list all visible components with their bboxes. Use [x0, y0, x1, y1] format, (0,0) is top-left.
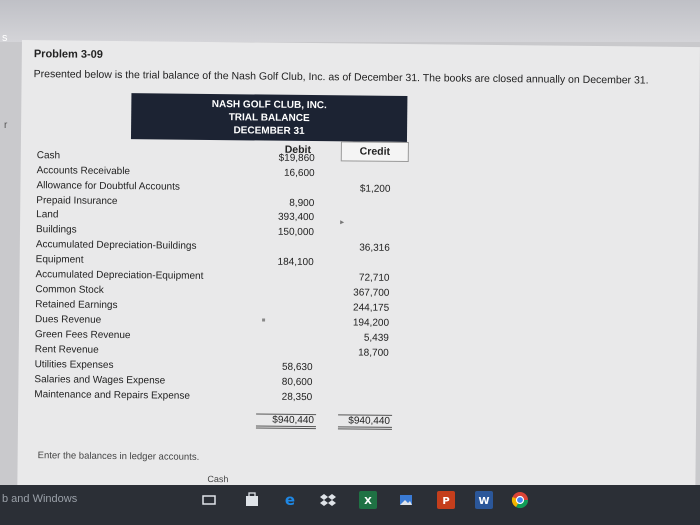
debit-amount: 393,400 [277, 211, 315, 224]
excel-icon[interactable] [359, 491, 377, 509]
ledger-account-label: Cash [207, 473, 229, 485]
store-icon[interactable] [243, 491, 261, 509]
credit-amount: 367,700 [353, 287, 390, 299]
svg-text:W: W [478, 496, 490, 507]
photos-icon[interactable] [397, 491, 415, 509]
edge-letter: s [2, 32, 8, 44]
svg-text:P: P [442, 496, 450, 507]
windows-taskbar [0, 485, 700, 525]
stray-mark: ▸ [340, 217, 345, 227]
account-name: Allowance for Doubtful Accounts [36, 180, 180, 193]
instruction-text: Enter the balances in ledger accounts. [37, 450, 200, 463]
statement-date: DECEMBER 31 [233, 125, 305, 137]
account-name: Rent Revenue [34, 344, 99, 356]
total-credit: $940,440 [338, 414, 392, 430]
debit-amount: $19,860 [278, 152, 315, 165]
debit-amount: 28,350 [281, 391, 313, 404]
account-name: Land [36, 209, 59, 221]
account-name: Maintenance and Repairs Expense [34, 389, 190, 402]
company-name: NASH GOLF CLUB, INC. [211, 98, 327, 112]
account-name: Dues Revenue [35, 314, 102, 326]
taskbar-search-text[interactable]: b and Windows [2, 493, 78, 505]
task-view-icon[interactable] [200, 491, 218, 509]
statement-title: TRIAL BALANCE [228, 112, 310, 125]
credit-amount: 244,175 [352, 302, 390, 314]
account-name: Accumulated Depreciation-Buildings [35, 239, 197, 252]
credit-amount: 72,710 [358, 272, 390, 284]
trial-balance-header [131, 93, 407, 142]
debit-amount: 8,900 [289, 197, 315, 210]
credit-amount: 194,200 [352, 317, 390, 329]
problem-number: Problem 3-09 [33, 48, 104, 61]
account-name: Utilities Expenses [34, 359, 114, 371]
account-name: Prepaid Insurance [36, 195, 118, 208]
dropbox-icon[interactable] [319, 491, 337, 509]
debit-amount: 80,600 [281, 376, 313, 389]
problem-description: Presented below is the trial balance of the Nash Golf Club, Inc. as of December 31. The books are closed annually on December 31. [33, 68, 649, 87]
debit-amount: 58,630 [281, 361, 313, 374]
debit-column-header: Debit [284, 143, 312, 157]
total-debit: $940,440 [256, 413, 316, 429]
svg-text:e: e [284, 491, 296, 509]
word-icon[interactable] [475, 491, 493, 509]
edge-mark: r [4, 120, 8, 131]
credit-amount: 18,700 [358, 347, 389, 359]
credit-amount: 5,439 [363, 332, 389, 344]
credit-amount: 36,316 [359, 242, 390, 254]
account-name: Retained Earnings [35, 299, 118, 312]
account-name: Common Stock [35, 284, 104, 296]
edge-icon[interactable] [281, 491, 299, 509]
account-name: Salaries and Wages Expense [34, 374, 166, 387]
debit-amount: 150,000 [277, 226, 315, 239]
account-name: Cash [36, 150, 61, 162]
account-name: Equipment [35, 254, 84, 266]
credit-amount: $1,200 [359, 183, 391, 195]
browser-top-strip [0, 0, 700, 42]
chrome-icon[interactable] [511, 491, 529, 509]
debit-amount: 16,600 [283, 167, 315, 180]
account-name: Green Fees Revenue [34, 329, 131, 342]
account-name: Buildings [35, 224, 77, 236]
credit-column-header: Credit [341, 141, 409, 162]
problem-page [17, 40, 700, 499]
svg-text:X: X [364, 496, 372, 507]
account-name: Accounts Receivable [36, 165, 131, 178]
account-name: Accumulated Depreciation-Equipment [35, 269, 204, 282]
stray-dot [262, 319, 265, 322]
powerpoint-icon[interactable] [437, 491, 455, 509]
debit-amount: 184,100 [277, 256, 314, 269]
